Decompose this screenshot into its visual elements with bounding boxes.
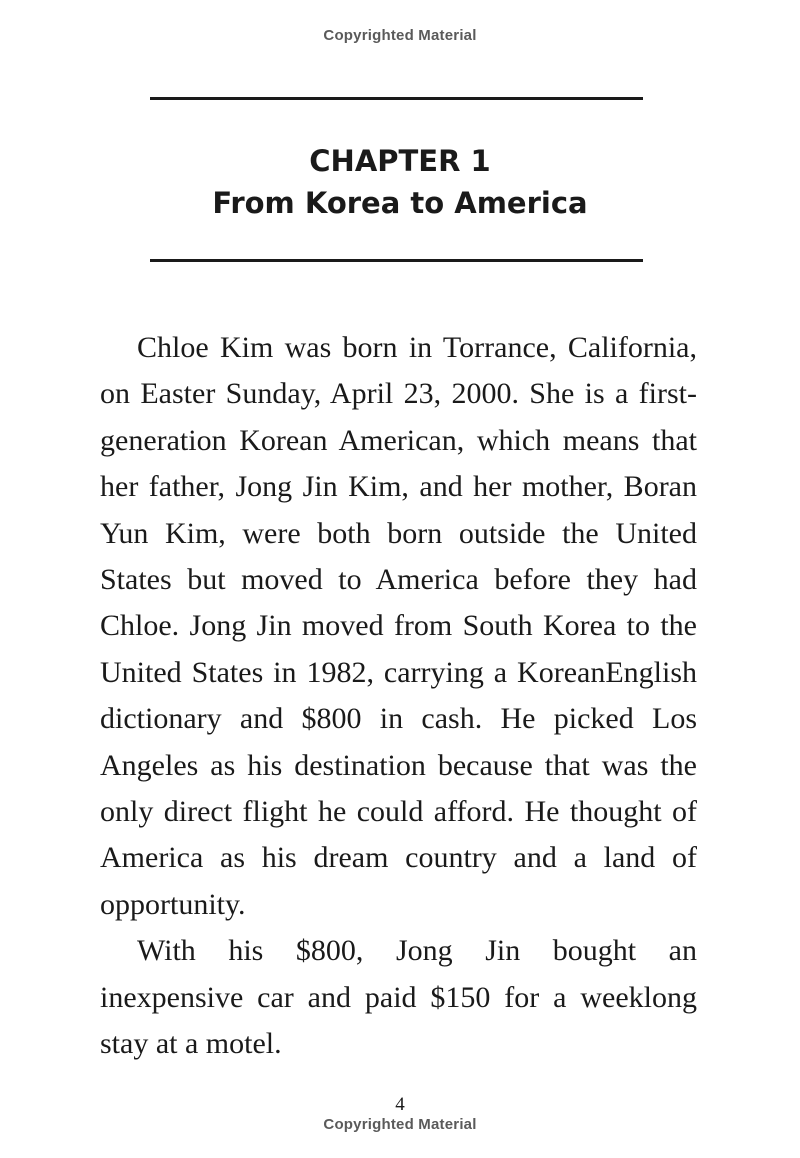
copyright-watermark-bottom: Copyrighted Material [323,1116,477,1133]
body-text [100,325,697,1068]
chapter-label: CHAPTER 1 [309,144,491,178]
chapter-title: From Korea to America [212,186,588,220]
copyright-watermark-top: Copyrighted Material [323,27,477,44]
paragraph-2: With his $800, Jong Jin bought an inexpensive car and paid $150 for a weeklong stay at a motel. [100,934,697,1061]
paragraph-1: Chloe Kim was born in Torrance, California, on Easter Sunday, April 23, 2000. She is a firstgeneration Korean American, which means that her father, Jong Jin Kim, and her mother, Boran Yun Kim, were both born outside the United States but moved to America before they had Chloe. Jong Jin moved from South Korea to the United States in 1982, carrying a KoreanEnglish dictionary and $800 in cash. He picked Los Angeles as his destination because that was the only direct flight he could afford. He thought of America as his dream country and a land of opportunity. [100,331,697,921]
chapter-rule-top [150,97,643,100]
chapter-rule-bottom [150,259,643,262]
page-number: 4 [395,1094,405,1115]
